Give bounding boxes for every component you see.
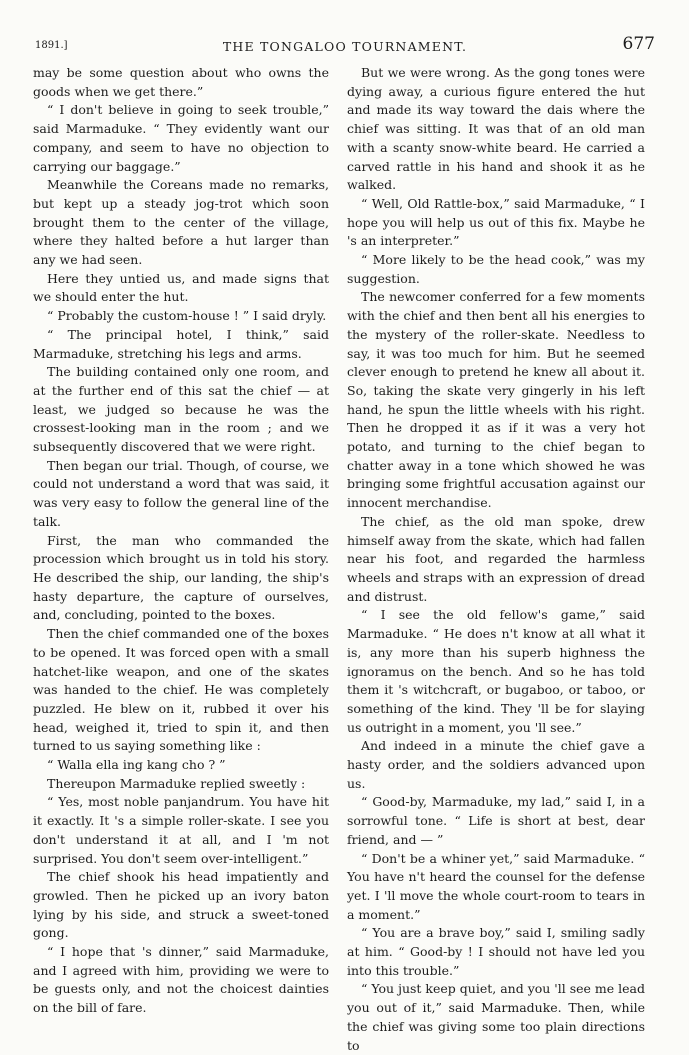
paragraph: The chief, as the old man spoke, drew himself away from the skate, which had fallen near his foot, and regarded the harmless wheels and straps with an expression of dread and distrust. <box>347 513 645 604</box>
paragraph: may be some question about who owns the goods when we get there.” <box>33 65 329 99</box>
paragraph: “ Probably the custom-house ! ” I said dryly. <box>47 308 327 324</box>
paragraph: “ More likely to be the head cook,” was my suggestion. <box>347 252 645 286</box>
paragraph: First, the man who commanded the procession which brought us in told his story. He described the ship, our landing, the ship's hasty departure, the capture of ourselves, and, concluding, pointed to the boxes. <box>33 532 329 623</box>
page-number: 677 <box>622 34 655 54</box>
paragraph: “ You just keep quiet, and you 'll see me lead you out of it,” said Marmaduke. Then, while the chief was giving some too plain directions to <box>347 981 645 1053</box>
paragraph: The building contained only one room, and at the further end of this sat the chief — at least, we judged so because he was the crossest-looking man in the room ; and we subsequently discovered that we were right. <box>33 364 329 455</box>
paragraph: “ The principal hotel, I think,” said Marmaduke, stretching his legs and arms. <box>33 326 329 361</box>
paragraph: “ Good-by, Marmaduke, my lad,” said I, in a sorrowful tone. “ Life is short at best, dear friend, and — ” <box>347 794 645 847</box>
header-title: THE TONGALOO TOURNAMENT. <box>222 39 468 54</box>
running-header <box>35 36 655 58</box>
paragraph: The newcomer conferred for a few moments with the chief and then bent all his energies to the mystery of the roller-skate. Needless to say, it was too much for him. But he seemed clever enough to pretend he knew all about it. So, taking the skate very gingerly in his left hand, he spun the little wheels with his right. Then he dropped it as if it was a very hot potato, and turning to the chief began to chatter away in a tone which showed he was bringing some frightful accusation against our innocent merchandise. <box>347 289 645 511</box>
paragraph: And indeed in a minute the chief gave a hasty order, and the soldiers advanced upon us. <box>347 738 645 791</box>
paragraph: “ I see the old fellow's game,” said Marmaduke. “ He does n't know at all what it is, any more than his superb highness the ignoramus on the bench. And so he has told them it 's witchcraft, or bugaboo, or taboo, or something of the kind. They 'll be for slaying us outright in a moment, you 'll see.” <box>347 607 645 735</box>
paragraph: But we were wrong. As the gong tones were dying away, a curious figure entered the hut and made its way toward the dais where the chief was sitting. It was that of an old man with a scanty snow-white beard. He carried a carved rattle in his hand and shook it as he walked. <box>347 65 645 193</box>
paragraph: “ Don't be a whiner yet,” said Marmaduke. “ You have n't heard the counsel for the defense yet. I 'll move the whole court-room to tears in a moment.” <box>347 850 645 922</box>
header-year: 1891.] <box>35 40 68 51</box>
paragraph: The chief shook his head impatiently and growled. Then he picked up an ivory baton lying by his side, and struck a sweet-toned gong. <box>33 869 329 941</box>
paragraph: “ Yes, most noble panjandrum. You have hit it exactly. It 's a simple roller-skate. I see you don't understand it at all, and I 'm not surprised. You don't seem over-intelligent.” <box>33 794 329 866</box>
paragraph: “ You are a brave boy,” said I, smiling sadly at him. “ Good-by ! I should not have led you into this trouble.” <box>347 925 645 978</box>
paragraph: Thereupon Marmaduke replied sweetly : <box>47 775 306 791</box>
right-column <box>347 64 645 1055</box>
paragraph: Meanwhile the Coreans made no remarks, but kept up a steady jog-trot which soon brought them to the center of the village, where they halted before a hut larger than any we had seen. <box>33 177 329 268</box>
paragraph: “ I hope that 's dinner,” said Marmaduke, and I agreed with him, providing we were to be guests only, and not the choicest dainties on the bill of fare. <box>33 944 329 1016</box>
paragraph: Then began our trial. Though, of course, we could not understand a word that was said, it was very easy to follow the general line of the talk. <box>33 457 329 529</box>
paragraph: “ Well, Old Rattle-box,” said Marmaduke, “ I hope you will help us out of this fix. Maybe he 's an interpreter.” <box>347 195 645 249</box>
left-column <box>33 64 329 1018</box>
paragraph: “ Walla ella ing kang cho ? ” <box>47 757 226 773</box>
paragraph: Here they untied us, and made signs that we should enter the hut. <box>33 270 329 305</box>
paragraph: Then the chief commanded one of the boxes to be opened. It was forced open with a small hatchet-like weapon, and one of the skates was handed to the chief. He was completely puzzled. He blew on it, rubbed it over his head, weighed it, tried to spin it, and then turned to us saying something like : <box>33 626 329 754</box>
paragraph: “ I don't believe in going to seek trouble,” said Marmaduke. “ They evidently want our company, and seem to have no objection to carrying our baggage.” <box>33 102 329 174</box>
